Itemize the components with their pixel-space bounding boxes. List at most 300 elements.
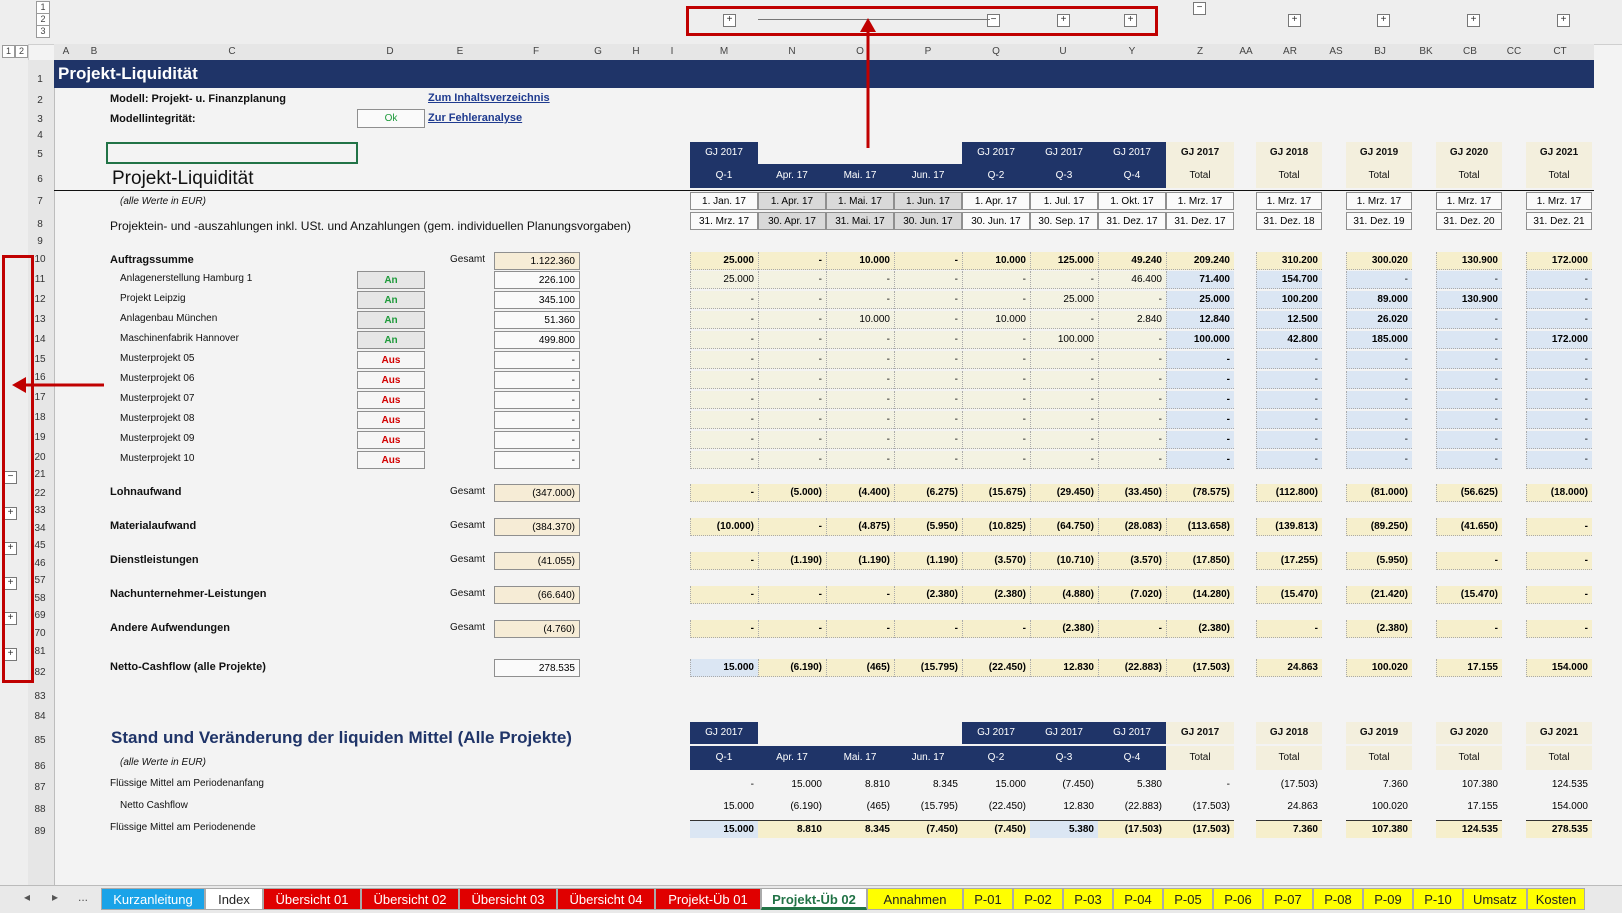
value-cell: 46.400 (1098, 271, 1166, 289)
value-cell: - (962, 411, 1030, 429)
value-cell: - (1526, 431, 1592, 449)
value-cell: (6.190) (758, 659, 826, 677)
value-cell: - (962, 451, 1030, 469)
sheet-tab-19[interactable]: Umsatz (1463, 888, 1527, 910)
value-cell: (21.420) (1346, 586, 1412, 604)
expand-columns-icon[interactable]: + (1377, 14, 1390, 27)
period-to-7: 31. Dez. 17 (1166, 212, 1234, 230)
liquidity-period-top-6: GJ 2017 (1098, 722, 1166, 744)
column-header-h[interactable]: H (632, 46, 640, 57)
gesamt-label: Gesamt (450, 554, 486, 565)
row-outline-level-2[interactable]: 2 (36, 13, 50, 26)
period-from-4: 1. Apr. 17 (962, 192, 1030, 210)
column-header-i[interactable]: I (670, 46, 674, 57)
value-cell: 310.200 (1256, 252, 1322, 270)
row-label: Lohnaufwand (110, 486, 182, 498)
project-status-toggle[interactable]: An (357, 291, 425, 309)
period-to-2: 31. Mai. 17 (826, 212, 894, 230)
period-to-10: 31. Dez. 20 (1436, 212, 1502, 230)
selected-cell[interactable] (106, 142, 358, 164)
row-number-81[interactable]: 81 (34, 646, 46, 657)
liquidity-value-cell: 24.863 (1287, 801, 1318, 812)
row-number-14[interactable]: 14 (34, 334, 46, 345)
row-outline-level-3[interactable]: 3 (36, 25, 50, 38)
liquidity-period-sub-6: Q-4 (1098, 746, 1166, 770)
value-cell: (15.795) (894, 659, 962, 677)
column-header-as[interactable]: AS (1329, 46, 1343, 57)
value-cell: - (1436, 391, 1502, 409)
value-cell: - (1098, 451, 1166, 469)
row-number-3[interactable]: 3 (37, 114, 43, 125)
sheet-tab-16[interactable]: P-08 (1313, 888, 1363, 910)
period-top-4: GJ 2017 (962, 142, 1030, 164)
value-cell: - (1526, 552, 1592, 570)
liquidity-value-cell: 8.345 (932, 779, 958, 790)
value-cell: - (758, 271, 826, 289)
value-cell: - (690, 371, 758, 389)
row-label: Dienstleistungen (110, 554, 199, 566)
period-from-7: 1. Mrz. 17 (1166, 192, 1234, 210)
liquidity-value-cell: (17.503) (1098, 820, 1166, 838)
sheet-tab-2[interactable]: Übersicht 01 (263, 888, 361, 910)
row-number-88[interactable]: 88 (34, 804, 46, 815)
period-sub-11: Total (1526, 164, 1592, 188)
value-cell: - (1346, 411, 1412, 429)
expand-columns-icon[interactable]: + (723, 14, 736, 27)
sheet-tab-7[interactable]: Projekt-Üb 02 (761, 888, 867, 910)
row-number-19[interactable]: 19 (34, 432, 46, 443)
value-cell: (33.450) (1098, 484, 1166, 502)
sheet-tab-6[interactable]: Projekt-Üb 01 (655, 888, 761, 910)
liquidity-row-label: Flüssige Mittel am Periodenanfang (110, 778, 264, 789)
row-label: Nachunternehmer-Leistungen (110, 588, 267, 600)
value-cell: - (826, 331, 894, 349)
value-cell: - (826, 271, 894, 289)
collapse-columns-icon[interactable]: − (1193, 2, 1206, 15)
value-cell: - (1256, 351, 1322, 369)
row-number-21[interactable]: 21 (34, 469, 46, 480)
row-number-89[interactable]: 89 (34, 826, 46, 837)
value-cell: (5.950) (894, 518, 962, 536)
project-status-toggle[interactable]: Aus (357, 351, 425, 369)
row-number-4[interactable]: 4 (37, 130, 43, 141)
value-cell: - (894, 431, 962, 449)
liquidity-period-top-7: GJ 2017 (1166, 722, 1234, 744)
row-total: (347.000) (494, 484, 580, 502)
sheet-tab-18[interactable]: P-10 (1413, 888, 1463, 910)
liquidity-period-sub-4: Q-2 (962, 746, 1030, 770)
column-header-bk[interactable]: BK (1419, 46, 1433, 57)
value-cell: (2.380) (1346, 620, 1412, 638)
gesamt-label: Gesamt (450, 520, 486, 531)
row-number-20[interactable]: 20 (34, 452, 46, 463)
row-number-87[interactable]: 87 (34, 782, 46, 793)
value-cell: - (690, 411, 758, 429)
column-header-f[interactable]: F (532, 46, 540, 57)
row-number-45[interactable]: 45 (34, 540, 46, 551)
value-cell: - (962, 371, 1030, 389)
liquidity-row-label: Netto Cashflow (120, 800, 188, 811)
value-cell: 100.200 (1256, 291, 1322, 309)
liquidity-value-cell: - (750, 779, 754, 790)
period-from-0: 1. Jan. 17 (690, 192, 758, 210)
value-cell: - (1526, 620, 1592, 638)
value-cell: (17.850) (1166, 552, 1234, 570)
period-from-3: 1. Jun. 17 (894, 192, 962, 210)
expand-rows-icon[interactable]: + (4, 577, 17, 590)
liquidity-value-cell: 5.380 (1136, 779, 1162, 790)
row-total: (41.055) (494, 552, 580, 570)
row-label: Anlagenbau München (120, 313, 218, 324)
value-cell: 125.000 (1030, 252, 1098, 270)
column-header-z[interactable]: Z (1196, 46, 1204, 57)
row-label: Musterprojekt 06 (120, 373, 195, 384)
row-number-34[interactable]: 34 (34, 523, 46, 534)
value-cell: (1.190) (894, 552, 962, 570)
row-number-7[interactable]: 7 (37, 196, 43, 207)
value-cell: - (1346, 431, 1412, 449)
sheet-tab-1[interactable]: Index (205, 888, 263, 910)
value-cell: - (1030, 451, 1098, 469)
period-sub-2: Mai. 17 (826, 164, 894, 188)
value-cell: - (826, 371, 894, 389)
liquidity-period-top-4: GJ 2017 (962, 722, 1030, 744)
column-header-c[interactable]: C (228, 46, 236, 57)
period-top-3 (894, 142, 962, 164)
liquidity-period-sub-10: Total (1436, 746, 1502, 770)
expand-rows-icon[interactable]: + (4, 507, 17, 520)
column-header-y[interactable]: Y (1128, 46, 1136, 57)
expand-columns-icon[interactable]: + (1124, 14, 1137, 27)
value-cell: - (962, 291, 1030, 309)
liquidity-value-cell: (7.450) (894, 820, 962, 838)
period-to-4: 30. Jun. 17 (962, 212, 1030, 230)
value-cell: - (758, 451, 826, 469)
row-number-69[interactable]: 69 (34, 610, 46, 621)
tab-scroll-next[interactable]: ▸ (52, 890, 59, 904)
row-number-46[interactable]: 46 (34, 558, 46, 569)
value-cell: (18.000) (1526, 484, 1592, 502)
value-cell: - (1098, 331, 1166, 349)
value-cell: 25.000 (1166, 291, 1234, 309)
value-cell: - (690, 331, 758, 349)
sheet-tab-3[interactable]: Übersicht 02 (361, 888, 459, 910)
period-top-7: GJ 2017 (1166, 142, 1234, 164)
row-number-85[interactable]: 85 (34, 735, 46, 746)
value-cell: (81.000) (1346, 484, 1412, 502)
row-number-83[interactable]: 83 (34, 691, 46, 702)
error-analysis-link[interactable]: Zur Fehleranalyse (428, 112, 523, 124)
value-cell: (139.813) (1256, 518, 1322, 536)
expand-rows-icon[interactable]: + (4, 542, 17, 555)
toc-link[interactable]: Zum Inhaltsverzeichnis (428, 92, 550, 104)
column-header-bj[interactable]: BJ (1374, 46, 1386, 57)
value-cell: - (826, 451, 894, 469)
sheet-tab-11[interactable]: P-03 (1063, 888, 1113, 910)
column-header-ct[interactable]: CT (1553, 46, 1567, 57)
period-top-11: GJ 2021 (1526, 142, 1592, 164)
row-number-9[interactable]: 9 (37, 236, 43, 247)
value-cell: - (758, 586, 826, 604)
column-header-aa[interactable]: AA (1239, 46, 1253, 57)
period-from-10: 1. Mrz. 17 (1436, 192, 1502, 210)
project-status-toggle[interactable]: Aus (357, 391, 425, 409)
row-number-17[interactable]: 17 (34, 392, 46, 403)
liquidity-value-cell: 124.535 (1551, 779, 1588, 790)
row-number-84[interactable]: 84 (34, 711, 46, 722)
value-cell: - (1098, 371, 1166, 389)
value-cell: 25.000 (690, 271, 758, 289)
sheet-tab-9[interactable]: P-01 (963, 888, 1013, 910)
project-status-toggle[interactable]: An (357, 271, 425, 289)
sheet-title-bar (54, 60, 1594, 88)
liquidity-value-cell: 100.020 (1371, 801, 1408, 812)
row-total: - (494, 391, 580, 409)
value-cell: - (894, 620, 962, 638)
liquidity-period-top-8: GJ 2018 (1256, 722, 1322, 744)
row-number-15[interactable]: 15 (34, 354, 46, 365)
value-cell: - (690, 351, 758, 369)
project-status-toggle[interactable]: Aus (357, 411, 425, 429)
expand-rows-icon[interactable]: + (4, 648, 17, 661)
sheet-tab-17[interactable]: P-09 (1363, 888, 1413, 910)
column-header-o[interactable]: O (856, 46, 864, 57)
row-number-12[interactable]: 12 (34, 294, 46, 305)
value-cell: - (894, 291, 962, 309)
value-cell: - (1030, 391, 1098, 409)
value-cell: - (1436, 351, 1502, 369)
sheet-tab-8[interactable]: Annahmen (867, 888, 963, 910)
liquidity-value-cell: 15.000 (995, 779, 1026, 790)
column-header-u[interactable]: U (1059, 46, 1067, 57)
liquidity-value-cell: (465) (866, 801, 890, 812)
column-header-e[interactable]: E (456, 46, 464, 57)
integrity-label: Modellintegrität: (110, 113, 196, 125)
value-cell: - (1436, 620, 1502, 638)
value-cell: - (826, 431, 894, 449)
value-cell: - (826, 391, 894, 409)
column-header-ar[interactable]: AR (1283, 46, 1297, 57)
row-number-11[interactable]: 11 (34, 274, 46, 285)
value-cell: - (690, 291, 758, 309)
expand-columns-icon[interactable]: + (1288, 14, 1301, 27)
row-number-18[interactable]: 18 (34, 412, 46, 423)
value-cell: 130.900 (1436, 252, 1502, 270)
row-label: Musterprojekt 09 (120, 433, 195, 444)
column-header-cb[interactable]: CB (1463, 46, 1477, 57)
liquidity-period-sub-2: Mai. 17 (826, 746, 894, 770)
liquidity-units-note: (alle Werte in EUR) (120, 757, 206, 768)
value-cell: 185.000 (1346, 331, 1412, 349)
column-header-b[interactable]: B (90, 46, 98, 57)
row-number-13[interactable]: 13 (34, 314, 46, 325)
gesamt-label: Gesamt (450, 588, 486, 599)
column-header-m[interactable]: M (719, 46, 729, 57)
row-label: Andere Aufwendungen (110, 622, 230, 634)
value-cell: 154.000 (1526, 659, 1592, 677)
value-cell: 10.000 (826, 311, 894, 329)
sheet-tab-14[interactable]: P-06 (1213, 888, 1263, 910)
gesamt-label: Gesamt (450, 486, 486, 497)
column-header-n[interactable]: N (788, 46, 796, 57)
value-cell: 25.000 (1030, 291, 1098, 309)
value-cell: - (1166, 451, 1234, 469)
value-cell: 172.000 (1526, 331, 1592, 349)
value-cell: - (1098, 431, 1166, 449)
value-cell: - (894, 411, 962, 429)
value-cell: 17.155 (1436, 659, 1502, 677)
value-cell: - (690, 586, 758, 604)
period-sub-7: Total (1166, 164, 1234, 188)
value-cell: - (1166, 431, 1234, 449)
value-cell: - (826, 586, 894, 604)
liquidity-value-cell: - (1226, 779, 1230, 790)
expand-rows-icon[interactable]: + (4, 612, 17, 625)
value-cell: (22.883) (1098, 659, 1166, 677)
sheet-tab-0[interactable]: Kurzanleitung (101, 888, 205, 910)
period-from-6: 1. Okt. 17 (1098, 192, 1166, 210)
expand-columns-icon[interactable]: + (1557, 14, 1570, 27)
project-status-toggle[interactable]: Aus (357, 371, 425, 389)
project-status-toggle[interactable]: Aus (357, 431, 425, 449)
collapse-rows-icon[interactable]: − (4, 471, 17, 484)
value-cell: (1.190) (826, 552, 894, 570)
expand-columns-icon[interactable]: + (1057, 14, 1070, 27)
value-cell: 15.000 (690, 659, 758, 677)
value-cell: - (1256, 451, 1322, 469)
col-outline-level-1[interactable]: 1 (2, 45, 15, 58)
row-label: Maschinenfabrik Hannover (120, 333, 239, 344)
value-cell: - (894, 252, 962, 270)
value-cell: 100.000 (1030, 331, 1098, 349)
value-cell: - (894, 451, 962, 469)
value-cell: - (1436, 431, 1502, 449)
liquidity-period-top-0: GJ 2017 (690, 722, 758, 744)
col-outline-level-2[interactable]: 2 (15, 45, 28, 58)
value-cell: - (1166, 351, 1234, 369)
value-cell: - (1436, 411, 1502, 429)
value-cell: - (690, 451, 758, 469)
row-number-2[interactable]: 2 (37, 95, 43, 106)
period-sub-10: Total (1436, 164, 1502, 188)
value-cell: - (1030, 271, 1098, 289)
liquidity-value-cell: 154.000 (1551, 801, 1588, 812)
row-number-82[interactable]: 82 (34, 667, 46, 678)
row-number-6[interactable]: 6 (37, 174, 43, 185)
value-cell: - (1526, 351, 1592, 369)
liquidity-value-cell: (7.450) (1062, 779, 1094, 790)
value-cell: - (1436, 311, 1502, 329)
row-number-5[interactable]: 5 (37, 149, 43, 160)
sheet-tab-15[interactable]: P-07 (1263, 888, 1313, 910)
period-to-11: 31. Dez. 21 (1526, 212, 1592, 230)
row-outline-level-1[interactable]: 1 (36, 1, 50, 14)
value-cell: - (1256, 411, 1322, 429)
value-cell: - (690, 484, 758, 502)
value-cell: (22.450) (962, 659, 1030, 677)
value-cell: - (962, 391, 1030, 409)
row-number-33[interactable]: 33 (34, 505, 46, 516)
expand-columns-icon[interactable]: + (1467, 14, 1480, 27)
period-sub-5: Q-3 (1030, 164, 1098, 188)
period-top-9: GJ 2019 (1346, 142, 1412, 164)
value-cell: (78.575) (1166, 484, 1234, 502)
column-header-a[interactable]: A (62, 46, 70, 57)
value-cell: - (1098, 291, 1166, 309)
column-header-d[interactable]: D (386, 46, 394, 57)
row-number-10[interactable]: 10 (34, 254, 46, 265)
period-from-2: 1. Mai. 17 (826, 192, 894, 210)
period-to-6: 31. Dez. 17 (1098, 212, 1166, 230)
sheet-tab-4[interactable]: Übersicht 03 (459, 888, 557, 910)
value-cell: (56.625) (1436, 484, 1502, 502)
value-cell: (15.470) (1436, 586, 1502, 604)
liquidity-value-cell: 5.380 (1030, 820, 1098, 838)
value-cell: - (1436, 331, 1502, 349)
value-cell: - (758, 252, 826, 270)
value-cell: (15.675) (962, 484, 1030, 502)
value-cell: - (962, 431, 1030, 449)
value-cell: - (1030, 351, 1098, 369)
project-status-toggle[interactable]: An (357, 311, 425, 329)
gesamt-label: Gesamt (450, 622, 486, 633)
column-header-cc[interactable]: CC (1506, 46, 1522, 57)
sheet-tab-13[interactable]: P-05 (1163, 888, 1213, 910)
value-cell: - (758, 351, 826, 369)
value-cell: - (1436, 451, 1502, 469)
row-number-8[interactable]: 8 (37, 219, 43, 230)
row-number-58[interactable]: 58 (34, 593, 46, 604)
column-header-g[interactable]: G (594, 46, 602, 57)
value-cell: - (1346, 451, 1412, 469)
column-header-q[interactable]: Q (992, 46, 1000, 57)
value-cell: - (690, 391, 758, 409)
gesamt-label: Gesamt (450, 254, 486, 265)
tab-scroll-more[interactable]: ... (78, 890, 89, 904)
tab-scroll-prev[interactable]: ◂ (24, 890, 31, 904)
sheet-tab-12[interactable]: P-04 (1113, 888, 1163, 910)
liquidity-value-cell: 12.830 (1063, 801, 1094, 812)
row-total: 51.360 (494, 311, 580, 329)
value-cell: - (690, 311, 758, 329)
project-status-toggle[interactable]: An (357, 331, 425, 349)
period-from-5: 1. Jul. 17 (1030, 192, 1098, 210)
value-cell: - (826, 411, 894, 429)
sheet-tab-20[interactable]: Kosten (1527, 888, 1585, 910)
value-cell: (89.250) (1346, 518, 1412, 536)
value-cell: 300.020 (1346, 252, 1412, 270)
row-number-70[interactable]: 70 (34, 628, 46, 639)
row-number-16[interactable]: 16 (34, 372, 46, 383)
row-total: (4.760) (494, 620, 580, 638)
row-number-57[interactable]: 57 (34, 575, 46, 586)
period-sub-9: Total (1346, 164, 1412, 188)
row-total: 226.100 (494, 271, 580, 289)
period-top-10: GJ 2020 (1436, 142, 1502, 164)
sheet-tab-5[interactable]: Übersicht 04 (557, 888, 655, 910)
column-header-p[interactable]: P (924, 46, 932, 57)
liquidity-value-cell: 15.000 (690, 820, 758, 838)
row-number-86[interactable]: 86 (34, 761, 46, 772)
value-cell: - (1346, 271, 1412, 289)
row-number-1[interactable]: 1 (37, 74, 43, 85)
value-cell: (5.950) (1346, 552, 1412, 570)
collapse-columns-icon[interactable]: − (987, 14, 1000, 27)
period-sub-4: Q-2 (962, 164, 1030, 188)
sheet-tab-10[interactable]: P-02 (1013, 888, 1063, 910)
row-number-22[interactable]: 22 (34, 488, 46, 499)
project-status-toggle[interactable]: Aus (357, 451, 425, 469)
